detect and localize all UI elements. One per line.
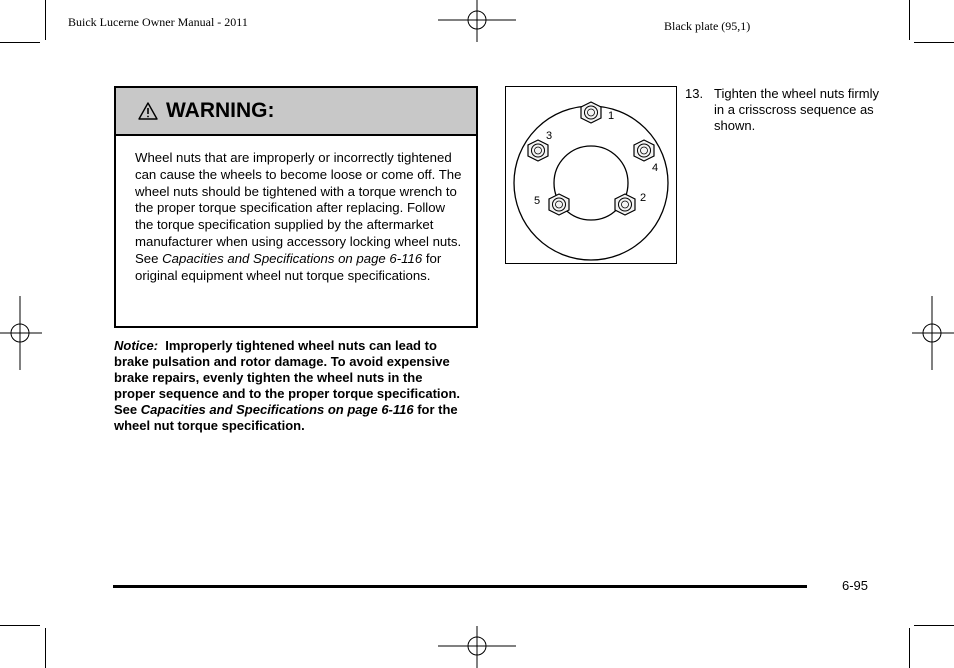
step-13	[685, 86, 885, 134]
notice-text-end: for the wheel nut torque specification.	[114, 402, 458, 433]
label-5: 5	[534, 195, 541, 207]
warning-header	[116, 88, 476, 136]
notice-reference-link[interactable]: Capacities and Specifications on page 6-116	[140, 402, 414, 417]
label-2: 2	[640, 192, 647, 204]
lug-nut-5	[549, 194, 569, 215]
label-3: 3	[546, 130, 553, 142]
warning-triangle-icon	[138, 102, 158, 120]
footer-rule	[113, 585, 807, 588]
step-text: Tighten the wheel nuts firmly in a crisscross sequence as shown.	[714, 86, 879, 133]
notice-paragraph	[114, 338, 464, 434]
warning-reference-link[interactable]: Capacities and Specifications on page 6-116	[162, 250, 423, 266]
warning-body	[116, 136, 476, 284]
registration-mark-right	[910, 296, 954, 370]
lug-nut-4	[634, 140, 654, 161]
lug-nut-3	[528, 140, 548, 161]
lug-nut-2	[615, 194, 635, 215]
wheel-hub-diagram	[506, 87, 676, 263]
label-1: 1	[608, 110, 615, 122]
warning-text-end: for original equipment wheel nut torque specifications.	[135, 250, 442, 283]
running-header: Buick Lucerne Owner Manual - 2011	[68, 15, 248, 29]
warning-title: WARNING:	[166, 99, 275, 122]
wheel-nut-sequence-figure	[505, 86, 677, 264]
step-number: 13.	[685, 86, 704, 101]
registration-mark-top	[438, 0, 516, 44]
notice-label: Notice:	[114, 338, 159, 353]
plate-label: Black plate (95,1)	[664, 19, 751, 33]
warning-box	[114, 86, 478, 328]
warning-text: Wheel nuts that are improperly or incorrectly tightened can cause the wheels to become loose or come off. The wheel nuts should be tightened with a torque wrench to the proper torque specification after replacing. Follow the torque specification supplied by the aftermarket manufacturer when using accessory locking wheel nuts. See	[135, 150, 462, 266]
label-4: 4	[652, 162, 659, 174]
page-number: 6-95	[842, 578, 869, 593]
notice-text: Improperly tightened wheel nuts can lead to brake pulsation and rotor damage. To avoid expensive brake repairs, evenly tighten the wheel nuts in the proper sequence and to the proper torque specification. See	[114, 338, 464, 417]
registration-mark-left	[0, 296, 44, 370]
registration-mark-bottom	[438, 624, 516, 668]
lug-nut-1	[581, 102, 601, 123]
